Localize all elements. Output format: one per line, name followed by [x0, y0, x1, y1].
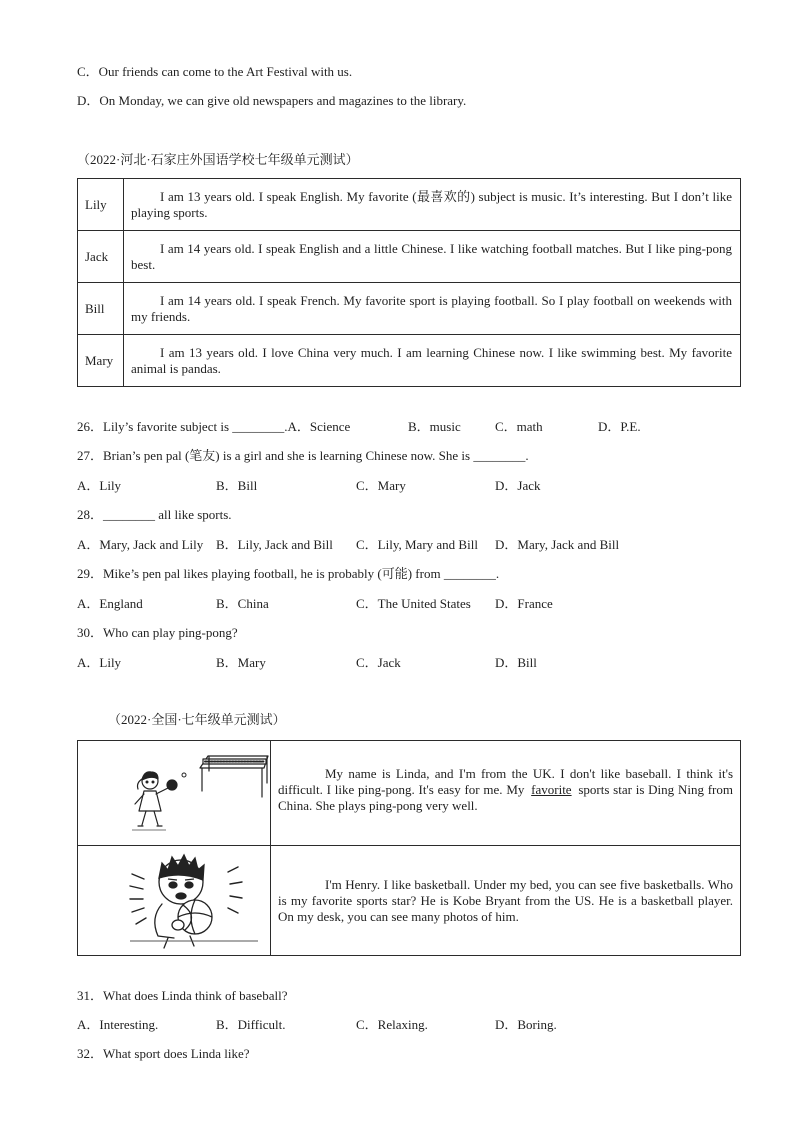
- question-27-option-a: A．Lily: [77, 478, 122, 493]
- table-row: [78, 230, 740, 282]
- question-30-options: [77, 654, 740, 672]
- question-28-option-a: A．Mary, Jack and Lily: [77, 537, 204, 552]
- boy-head: [159, 855, 204, 904]
- question-31-option-b: B．Difficult.: [216, 1017, 286, 1032]
- image-cell: [78, 741, 271, 845]
- henry-description: I'm Henry. I like basketball. Under my bed, you can see five basketballs. Who is my favorite sports star? He is Kobe Bryant from the US. He is a basketball player. On my desk, you can see many photos of him.: [278, 876, 733, 924]
- student-description-cell: [124, 335, 740, 386]
- basketball: [172, 900, 212, 934]
- question-29-option-c: C．The United States: [356, 596, 471, 611]
- student-name: Mary: [78, 335, 124, 386]
- girl-player: [135, 772, 168, 826]
- previous-option-d: D．On Monday, we can give old newspapers and magazines to the library.: [77, 93, 467, 108]
- question-31-option-c: C．Relaxing.: [356, 1017, 428, 1032]
- question-30-option-d: D．Bill: [495, 655, 537, 670]
- linda-text-end: sports star is Ding Ning from China. She plays ping-pong very well.: [278, 782, 733, 813]
- student-description: I am 14 years old. I speak French. My favorite sport is playing football. So I play football on weekends with my friends.: [131, 292, 732, 324]
- table-row: [78, 179, 740, 230]
- sports-stars-table: [77, 740, 741, 956]
- question-28-options: [77, 536, 740, 554]
- question-31-options: [77, 1016, 740, 1034]
- passage-2-source: （2022·全国·七年级单元测试）: [108, 712, 286, 727]
- question-27-option-c: C．Mary: [356, 478, 406, 493]
- table-row: [78, 741, 740, 845]
- question-29-stem: 29．Mike’s pen pal likes playing football, he is probably (可能) from ________.: [77, 566, 500, 581]
- question-29-option-d: D．France: [495, 596, 553, 611]
- table-row: [78, 282, 740, 334]
- student-description-cell: [124, 283, 740, 334]
- linda-description-cell: [271, 741, 740, 845]
- boy-with-basketball-illustration: [78, 846, 270, 955]
- left-eye: [169, 882, 177, 888]
- question-30-option-b: B．Mary: [216, 655, 266, 670]
- question-27-stem: 27．Brian’s pen pal (笔友) is a girl and she is learning Chinese now. She is ________.: [77, 448, 529, 463]
- henry-description-cell: [271, 846, 740, 955]
- student-name: Bill: [78, 283, 124, 334]
- question-28-option-d: D．Mary, Jack and Bill: [495, 537, 620, 552]
- student-description-cell: [124, 231, 740, 282]
- linda-description: [278, 766, 733, 814]
- question-27-option-d: D．Jack: [495, 478, 541, 493]
- question-31-option-a: A．Interesting.: [77, 1017, 159, 1032]
- question-32-stem: 32．What sport does Linda like?: [77, 1046, 250, 1061]
- ping-pong-player-illustration: [78, 741, 270, 845]
- question-26-option-c: C．math: [495, 419, 543, 434]
- table-tennis-table: [200, 756, 268, 797]
- question-31-stem: 31．What does Linda think of baseball?: [77, 988, 288, 1003]
- question-26: [77, 418, 740, 436]
- question-28-stem: 28．________ all like sports.: [77, 507, 232, 522]
- pen-pal-profiles-table: [77, 178, 741, 387]
- underlined-word: favorite: [531, 782, 572, 797]
- question-26-option-a: A．Science: [287, 419, 351, 434]
- student-description: I am 13 years old. I speak English. My favorite (最喜欢的) subject is music. It’s interesting. But I don’t like playing sports.: [131, 188, 732, 220]
- question-28-option-c: C．Lily, Mary and Bill: [356, 537, 478, 552]
- question-26-option-b: B．music: [408, 419, 461, 434]
- question-30-option-c: C．Jack: [356, 655, 401, 670]
- question-31-option-d: D．Boring.: [495, 1017, 557, 1032]
- ball: [182, 773, 186, 777]
- table-row: [78, 845, 740, 955]
- previous-option-c: C．Our friends can come to the Art Festival with us.: [77, 64, 353, 79]
- question-29-option-b: B．China: [216, 596, 269, 611]
- question-28-option-b: B．Lily, Jack and Bill: [216, 537, 333, 552]
- linda-text-start: My name is Linda, and I'm from the UK. I don't like baseball. I think it's difficult. I like ping-pong. It's easy for me. My: [278, 766, 733, 797]
- question-30-stem: 30．Who can play ping-pong?: [77, 625, 238, 640]
- student-description: I am 13 years old. I love China very much. I am learning Chinese now. I like swimming best. My favorite animal is pandas.: [131, 344, 732, 376]
- passage-1-source: （2022·河北·石家庄外国语学校七年级单元测试）: [77, 152, 359, 167]
- question-30-option-a: A．Lily: [77, 655, 122, 670]
- question-27-options: [77, 477, 740, 495]
- question-27-option-b: B．Bill: [216, 478, 258, 493]
- right-eye: [185, 882, 193, 888]
- table-row: [78, 334, 740, 386]
- question-26-line: [77, 418, 350, 436]
- student-name: Lily: [78, 179, 124, 230]
- student-name: Jack: [78, 231, 124, 282]
- question-26-stem: 26．Lily’s favorite subject is ________.: [77, 419, 288, 434]
- question-26-option-d: D．P.E.: [598, 419, 641, 434]
- question-29-options: [77, 595, 740, 613]
- student-description-cell: [124, 179, 740, 230]
- question-29-option-a: A．England: [77, 596, 143, 611]
- student-description: I am 14 years old. I speak English and a little Chinese. I like watching football matches. But I like ping-pong best.: [131, 240, 732, 272]
- image-cell: [78, 846, 271, 955]
- mouth: [176, 893, 186, 899]
- paddle: [167, 780, 177, 790]
